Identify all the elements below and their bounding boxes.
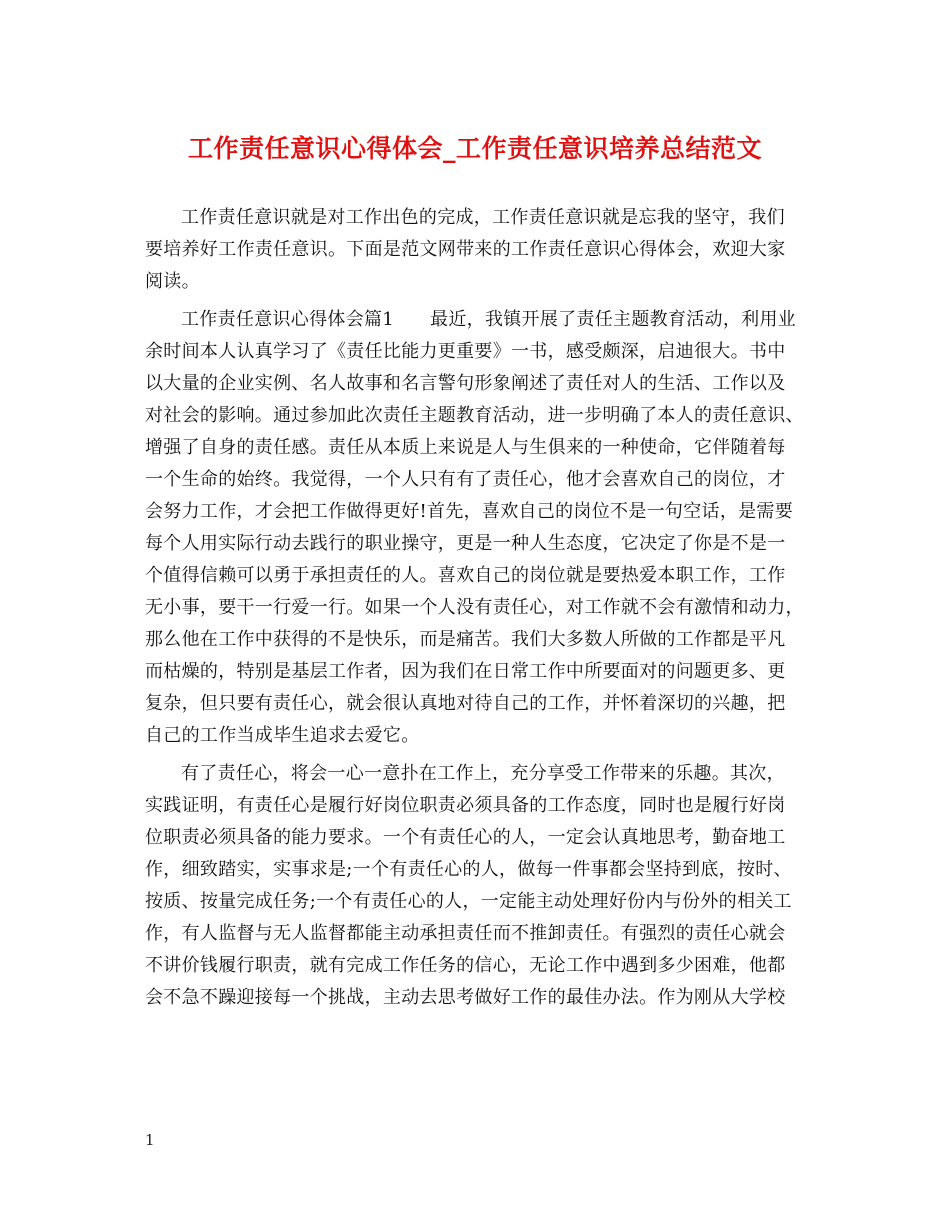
paragraph-line: 有了责任心，将会一心一意扑在工作上，充分享受工作带来的乐趣。其次，: [181, 763, 785, 784]
page-number: 1: [145, 1131, 155, 1149]
paragraph-line: 那么他在工作中获得的不是快乐，而是痛苦。我们大多数人所做的工作都是平凡: [145, 629, 786, 650]
paragraph-line: 无小事，要干一行爱一行。如果一个人没有责任心，对工作就不会有激情和动力，: [145, 597, 804, 618]
paragraph-line: 实践证明，有责任心是履行好岗位职责必须具备的工作态度，同时也是履行好岗: [145, 795, 786, 816]
paragraph-first-line: [145, 304, 825, 336]
paragraph-intro: [145, 202, 825, 298]
paragraph-line: 个值得信赖可以勇于承担责任的人。喜欢自己的岗位就是要热爱本职工作，工作: [145, 565, 786, 586]
paragraph-line: 会努力工作，才会把工作做得更好!首先，喜欢自己的岗位不是一句空话，是需要: [145, 501, 794, 522]
paragraph-line: 一个生命的始终。我觉得，一个人只有有了责任心，他才会喜欢自己的岗位，才: [145, 469, 786, 490]
paragraph-line: 会不急不躁迎接每一个挑战，主动去思考做好工作的最佳办法。作为刚从大学校: [145, 987, 786, 1008]
paragraph-line: 作，有人监督与无人监督都能主动承担责任而不推卸责任。有强烈的责任心就会: [145, 923, 786, 944]
document-title: 工作责任意识心得体会_工作责任意识培养总结范文: [187, 134, 762, 163]
paragraph-experience-1: [145, 304, 825, 752]
paragraph-line: 工作责任意识就是对工作出色的完成，工作责任意识就是忘我的坚守，我们: [181, 207, 785, 228]
paragraph-line: 增强了自身的责任感。责任从本质上来说是人与生俱来的一种使命，它伴随着每: [145, 437, 786, 458]
paragraph-line: 以大量的企业实例、名人故事和名言警句形象阐述了责任对人的生活、工作以及: [145, 373, 786, 394]
paragraph-line: 要培养好工作责任意识。下面是范文网带来的工作责任意识心得体会，欢迎大家: [145, 239, 786, 260]
paragraph-line: 自己的工作当成毕生追求去爱它。: [145, 725, 420, 746]
paragraph-line: 作，细致踏实，实事求是;一个有责任心的人，做每一件事都会坚持到底，按时、: [145, 859, 792, 880]
paragraph-line: 阅读。: [145, 271, 200, 292]
document-body: [145, 202, 825, 1014]
paragraph-line: 而枯燥的，特别是基层工作者，因为我们在日常工作中所要面对的问题更多、更: [145, 661, 786, 682]
paragraph-line: 复杂，但只要有责任心，就会很认真地对待自己的工作，并怀着深切的兴趣，把: [145, 693, 786, 714]
paragraph-line-text: 最近，我镇开展了责任主题教育活动，利用业: [430, 309, 797, 330]
paragraph-line: 每个人用实际行动去践行的职业操守，更是一种人生态度，它决定了你是不是一: [145, 533, 786, 554]
paragraph-line: 对社会的影响。通过参加此次责任主题教育活动，进一步明确了本人的责任意识、: [145, 405, 804, 426]
paragraph-line: 不讲价钱履行职责，就有完成工作任务的信心，无论工作中遇到多少困难，他都: [145, 955, 786, 976]
paragraph-line: 余时间本人认真学习了《责任比能力更重要》一书，感受颇深，启迪很大。书中: [145, 341, 786, 362]
paragraph-line: 位职责必须具备的能力要求。一个有责任心的人，一定会认真地思考，勤奋地工: [145, 827, 786, 848]
paragraph-line: 按质、按量完成任务;一个有责任心的人，一定能主动处理好份内与份外的相关工: [145, 891, 792, 912]
section-heading: 工作责任意识心得体会篇1: [181, 309, 395, 330]
paragraph-responsibility: [145, 758, 825, 1014]
